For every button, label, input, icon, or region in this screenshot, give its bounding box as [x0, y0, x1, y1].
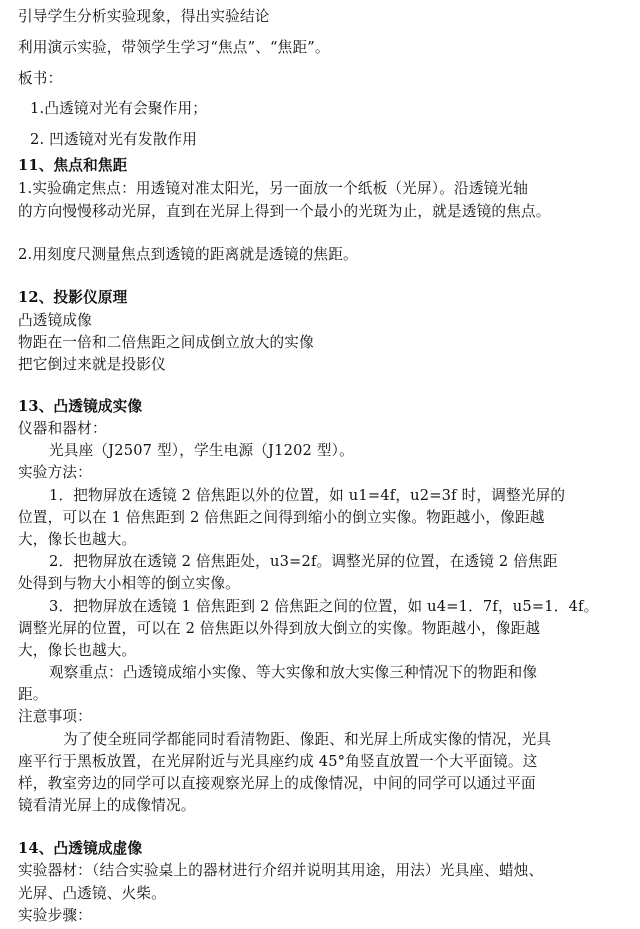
text-line: 2．把物屏放在透镜 2 倍焦距处，u3=2f。调整光屏的位置，在透镜 2 倍焦距 — [49, 553, 558, 570]
text-line: 实验方法： — [18, 464, 92, 481]
text-line: 把它倒过来就是投影仪 — [18, 356, 166, 373]
text-line: 1．把物屏放在透镜 2 倍焦距以外的位置，如 u1=4f，u2=3f 时，调整光屏的 — [49, 487, 566, 504]
text-line: 3．把物屏放在透镜 1 倍焦距到 2 倍焦距之间的位置，如 u4=1．7f，u5=1．4f。 — [49, 598, 599, 615]
board-item: 1.凸透镜对光有会聚作用； — [30, 100, 208, 117]
text-line: 样，教室旁边的同学可以直接观察光屏上的成像情况，中间的同学可以通过平面 — [18, 775, 536, 792]
text-line: 光屏、凸透镜、火柴。 — [18, 885, 166, 902]
text-line: 光具座（J2507 型），学生电源（J1202 型）。 — [49, 442, 354, 459]
text-line: 调整光屏的位置，可以在 2 倍焦距以外得到放大倒立的实像。物距越小，像距越 — [18, 620, 541, 637]
text-line: 引导学生分析实验现象，得出实验结论 — [18, 8, 270, 25]
board-item: 2. 凹透镜对光有发散作用 — [30, 131, 198, 148]
text-line: 凸透镜成像 — [18, 312, 92, 329]
text-line: 座平行于黑板放置，在光屏附近与光具座约成 45°角竖直放置一个大平面镜。这 — [18, 753, 538, 770]
text-line: 实验器材：（结合实验桌上的器材进行介绍并说明其用途，用法）光具座、蜡烛、 — [18, 862, 544, 879]
section-heading: 12、投影仪原理 — [18, 289, 128, 306]
text-line: 位置，可以在 1 倍焦距到 2 倍焦距之间得到缩小的倒立实像。物距越小，像距越 — [18, 509, 545, 526]
text-line: 板书： — [18, 70, 63, 87]
text-line: 处得到与物大小相等的倒立实像。 — [18, 575, 240, 592]
text-line: 注意事项： — [18, 708, 92, 725]
text-line: 为了使全班同学都能同时看清物距、像距、和光屏上所成实像的情况，光具 — [63, 731, 552, 748]
text-line: 大，像长也越大。 — [18, 642, 137, 659]
section-heading: 13、凸透镜成实像 — [18, 398, 143, 415]
text-line: 的方向慢慢移动光屏，直到在光屏上得到一个最小的光斑为止，就是透镜的焦点。 — [18, 203, 551, 220]
section-heading: 11、焦点和焦距 — [18, 157, 128, 174]
text-line: 距。 — [18, 686, 48, 703]
text-line: 镜看清光屏上的成像情况。 — [18, 797, 196, 814]
text-line: 实验步骤： — [18, 907, 92, 924]
text-line: 大，像长也越大。 — [18, 531, 137, 548]
section-heading: 14、凸透镜成虚像 — [18, 840, 143, 857]
text-line: 2.用刻度尺测量焦点到透镜的距离就是透镜的焦距。 — [18, 246, 358, 263]
text-line: 物距在一倍和二倍焦距之间成倒立放大的实像 — [18, 334, 314, 351]
text-line: 仪器和器材： — [18, 420, 107, 437]
text-line: 利用演示实验，带领学生学习“焦点”、“焦距”。 — [18, 39, 330, 56]
text-line: 观察重点：凸透镜成缩小实像、等大实像和放大实像三种情况下的物距和像 — [49, 664, 538, 681]
text-line: 1.实验确定焦点：用透镜对准太阳光，另一面放一个纸板（光屏）。沿透镜光轴 — [18, 180, 529, 197]
